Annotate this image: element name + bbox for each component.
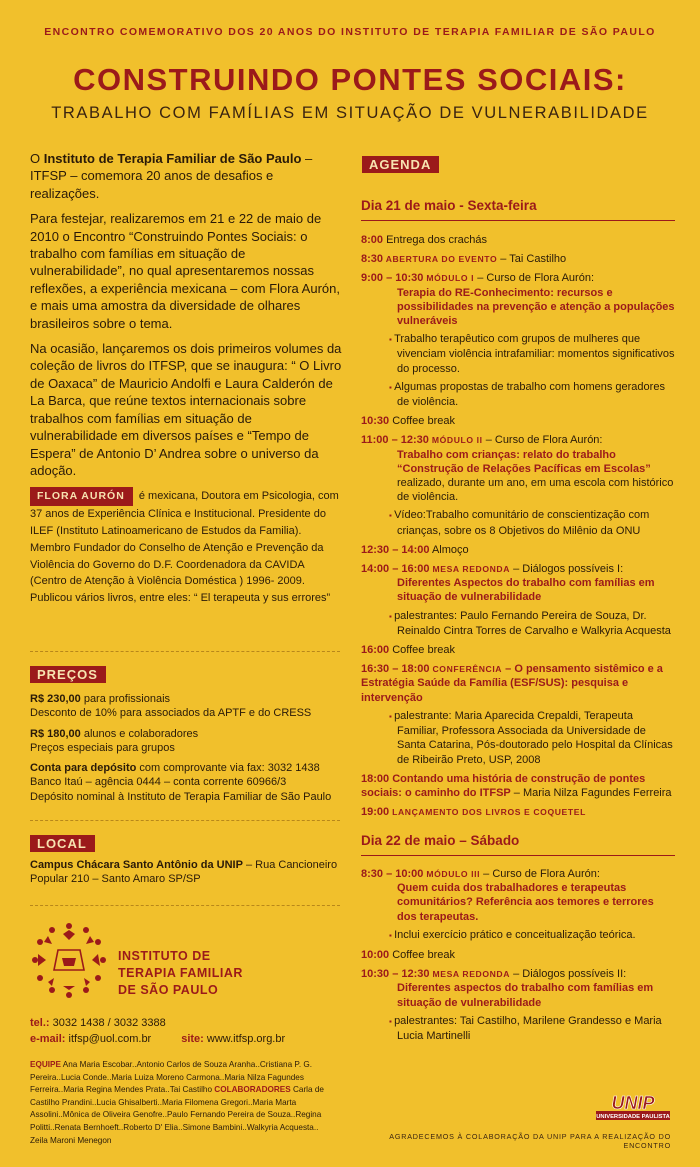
svg-text:UNIVERSIDADE PAULISTA: UNIVERSIDADE PAULISTA [596, 1114, 670, 1120]
price-students: R$ 180,00 [30, 727, 81, 740]
schedule-item: 18:00 Contando uma história de construção de pontes sociais: o caminho do ITFSP – Maria Nilza Fagundes Ferreira [361, 772, 672, 799]
section-divider [30, 905, 340, 906]
schedule-item: 8:30 – 10:00 MÓDULO III – Curso de Flora Aurón: Quem cuida dos trabalhadores e terapeutas comunitários? Referência aos temores e terrores dos terapeutas. ▪ Inclui exercício prático e conceitualização teórica. [361, 867, 676, 943]
unip-logo-icon [596, 1092, 670, 1122]
event-banner: ENCONTRO COMEMORATIVO DOS 20 ANOS DO INSTITUTO DE TERAPIA FAMILIAR DE SÃO PAULO [44, 26, 656, 38]
schedule-item: 16:00 Coffee break [361, 644, 455, 657]
day-2-heading: Dia 22 de maio – Sábado [361, 833, 520, 848]
speaker-bio [30, 487, 342, 607]
speaker-bio-text: é mexicana, Doutora em Psicologia, com 37 anos de Experiência Clínica e Institucional. Presidente do ILEF (Instituto Latinoamericano de Estudos da Familia). Membro Fundador do Conselho de Atenção e Prevenção da Violência do Governo do D.F. Coordenadora da CAVIDA (Centro de Atenção à Violência Doméstica ) 1996- 2009. [30, 490, 339, 588]
institute-name: INSTITUTO DE TERAPIA FAMILIAR DE SÃO PAULO [118, 949, 243, 997]
schedule-item: 19:00 LANÇAMENTO DOS LIVROS E COQUETEL [361, 806, 586, 819]
schedule-item: 11:00 – 12:30 MÓDULO II – Curso de Flora Aurón: Trabalho com crianças: relato do trabalho “Construção de Relações Pacíficas em Escolas” realizado, durante um ano, em uma escola com histórico de violência. ▪ Vídeo:Trabalho comunitário de conscientização com crianças, sobre os 8 Objetivos do Milênio da ONU [361, 433, 676, 537]
schedule-item: 8:30 ABERTURA DO EVENTO – Tai Castilho [361, 253, 567, 266]
day-divider [361, 220, 675, 221]
group-prices-note: Preços especiais para grupos [30, 741, 175, 754]
schedule-item: 8:00 Entrega dos crachás [361, 234, 487, 246]
schedule-item: 16:30 – 18:00 CONFERÊNCIA – O pensamento sistêmico e a Estratégia Saúde da Família (ESF/SUS): pesquisa e intervenção ▪ palestrante: Maria Aparecida Crepaldi, Terapeuta Familiar, Professora Associada da Universidade de Santa Catarina, Pós-doutorado pelo Hospital da Clínicas de Ribeirão Preto, USP, 2008 [361, 662, 676, 766]
intro-paragraph-3: Na ocasião, lançaremos os dois primeiros volumes da coleção de livros do ITFSP, que se inaugura: “ O Livro de Oaxaca” de Mauricio Andolfi e Laura Calderón de La Barca, que reúne textos internacionais sobre trabalhos com famílias em situação de vulnerabilidade em diversos países e “Tempo de Espera” de Antonio D’ Andrea sobre o universo da adoção. [30, 341, 342, 478]
speaker-tag: FLORA AURÓN [30, 487, 133, 506]
prices-section: R$ 230,00 para profissionais Desconto de 10% para associados da APTF e do CRESS R$ 180,00 alunos e colaboradores Preços especiais para grupos Conta para depósito com comprovante via fax: 3032 1438 Banco Itaú – agência 0444 – conta corrente 60966/3 Depósito nominal à Instituto de Terapia Familiar de São Paulo [30, 693, 332, 803]
institute-logo-icon [28, 920, 110, 1002]
email-link[interactable]: itfsp@uol.com.br [65, 1033, 152, 1045]
intro-text [30, 150, 342, 479]
schedule-item: 10:30 Coffee break [361, 415, 455, 428]
intro-paragraph-2: Para festejar, realizaremos em 21 e 22 de maio de 2010 o Encontro “Construindo Pontes Sociais: o trabalho com famílias em situação de vulnerabilidade”, no qual apresentaremos nossas reflexões, a experiência mexicana – com Flora Aurón, e mais uma amostra da diversidade de olhares brasileiros sobre o tema. [30, 211, 340, 331]
day-1-schedule [361, 233, 676, 824]
speaker-books: Publicou vários livros, entre eles: “ El terapeuta y sus errores” [30, 592, 331, 605]
prices-heading: PREÇOS [30, 666, 106, 683]
schedule-item: 12:30 – 14:00 Almoço [361, 543, 469, 556]
location-heading: LOCAL [30, 835, 95, 852]
section-divider [30, 651, 340, 652]
intro-paragraph-1: O Instituto de Terapia Familiar de São Paulo – ITFSP – comemora 20 anos de desafios e realizações. [30, 151, 313, 201]
email-site-line: e-mail: itfsp@uol.com.br site: www.itfsp.org.br [30, 1033, 286, 1045]
page-subtitle: TRABALHO COM FAMÍLIAS EM SITUAÇÃO DE VULNERABILIDADE [51, 104, 649, 122]
svg-text:UNIP: UNIP [611, 1093, 655, 1113]
day-2-schedule [361, 867, 676, 1048]
page-title: CONSTRUINDO PONTES SOCIAIS: [73, 62, 627, 97]
agenda-heading: AGENDA [362, 156, 439, 173]
site-link[interactable]: www.itfsp.org.br [203, 1033, 286, 1045]
discount-note: Desconto de 10% para associados da APTF e do CRESS [30, 707, 312, 720]
schedule-item: 14:00 – 16:00 MESA REDONDA – Diálogos possíveis I: Diferentes Aspectos do trabalho com famílias em situação de vulnerabilidade ▪ palestrantes: Paulo Fernando Pereira de Souza, Dr. Reinaldo Cintra Torres de Carvalho e Walkyria Acquesta [361, 562, 676, 638]
schedule-item: 10:00 Coffee break [361, 949, 455, 962]
contact-info [30, 1015, 342, 1047]
location-section: Campus Chácara Santo Antônio da UNIP – Rua Cancioneiro Popular 210 – Santo Amaro SP/SP [30, 859, 338, 886]
day-1-heading: Dia 21 de maio - Sexta-feira [361, 198, 537, 213]
price-professionals: R$ 230,00 [30, 693, 81, 705]
day-divider [361, 855, 675, 856]
bank-account: Banco Itaú – agência 0444 – conta corrente 60966/3 [30, 776, 287, 789]
schedule-item: 10:30 – 12:30 MESA REDONDA – Diálogos possíveis II: Diferentes aspectos do trabalho com famílias em situação de vulnerabilidade ▪ palestrantes: Tai Castilho, Marilene Grandesso e Maria Lucia Martinelli [361, 967, 676, 1043]
left-column [30, 150, 342, 607]
credits: EQUIPE Ana Maria Escobar..Antonio Carlos de Souza Aranha..Cristiana P. G. Pereira..Lucia Conde..Maria Luiza Moreno Carmona..Maria Nilza Fagundes Ferreira..Maria Regina Mendes Prata..Tai Castilho COLABORADORES Carla de Castilho Prandini..Lucia Ghisalberti..Maria Filomena Gregori..Maria Marta Assolini..Mônica de Oliveira Genofre..Paulo Fernando Pereira de Souza..Regina Politti..Renata Bernhoeft..Roberto D' Elia..Simone Bambini..Walkyria Acquesta.. Zeila Maroni Menegon [30, 1060, 324, 1145]
phone-line: tel.: 3032 1438 / 3032 3388 [30, 1017, 166, 1029]
schedule-item: 9:00 – 10:30 MÓDULO I – Curso de Flora Aurón: Terapia do RE-Conhecimento: recursos e possibilidades na prevenção e atenção a populações vulneráveis ▪ Trabalho terapêutico com grupos de mulheres que vivenciam violência intrafamiliar: momentos significativos do processo. ▪ Algumas propostas de trabalho com homens geradores de violência. [361, 271, 676, 409]
section-divider [30, 820, 340, 821]
acknowledgement: AGRADECEMOS À COLABORAÇÃO DA UNIP PARA A REALIZAÇÃO DO ENCONTRO [389, 1132, 671, 1150]
